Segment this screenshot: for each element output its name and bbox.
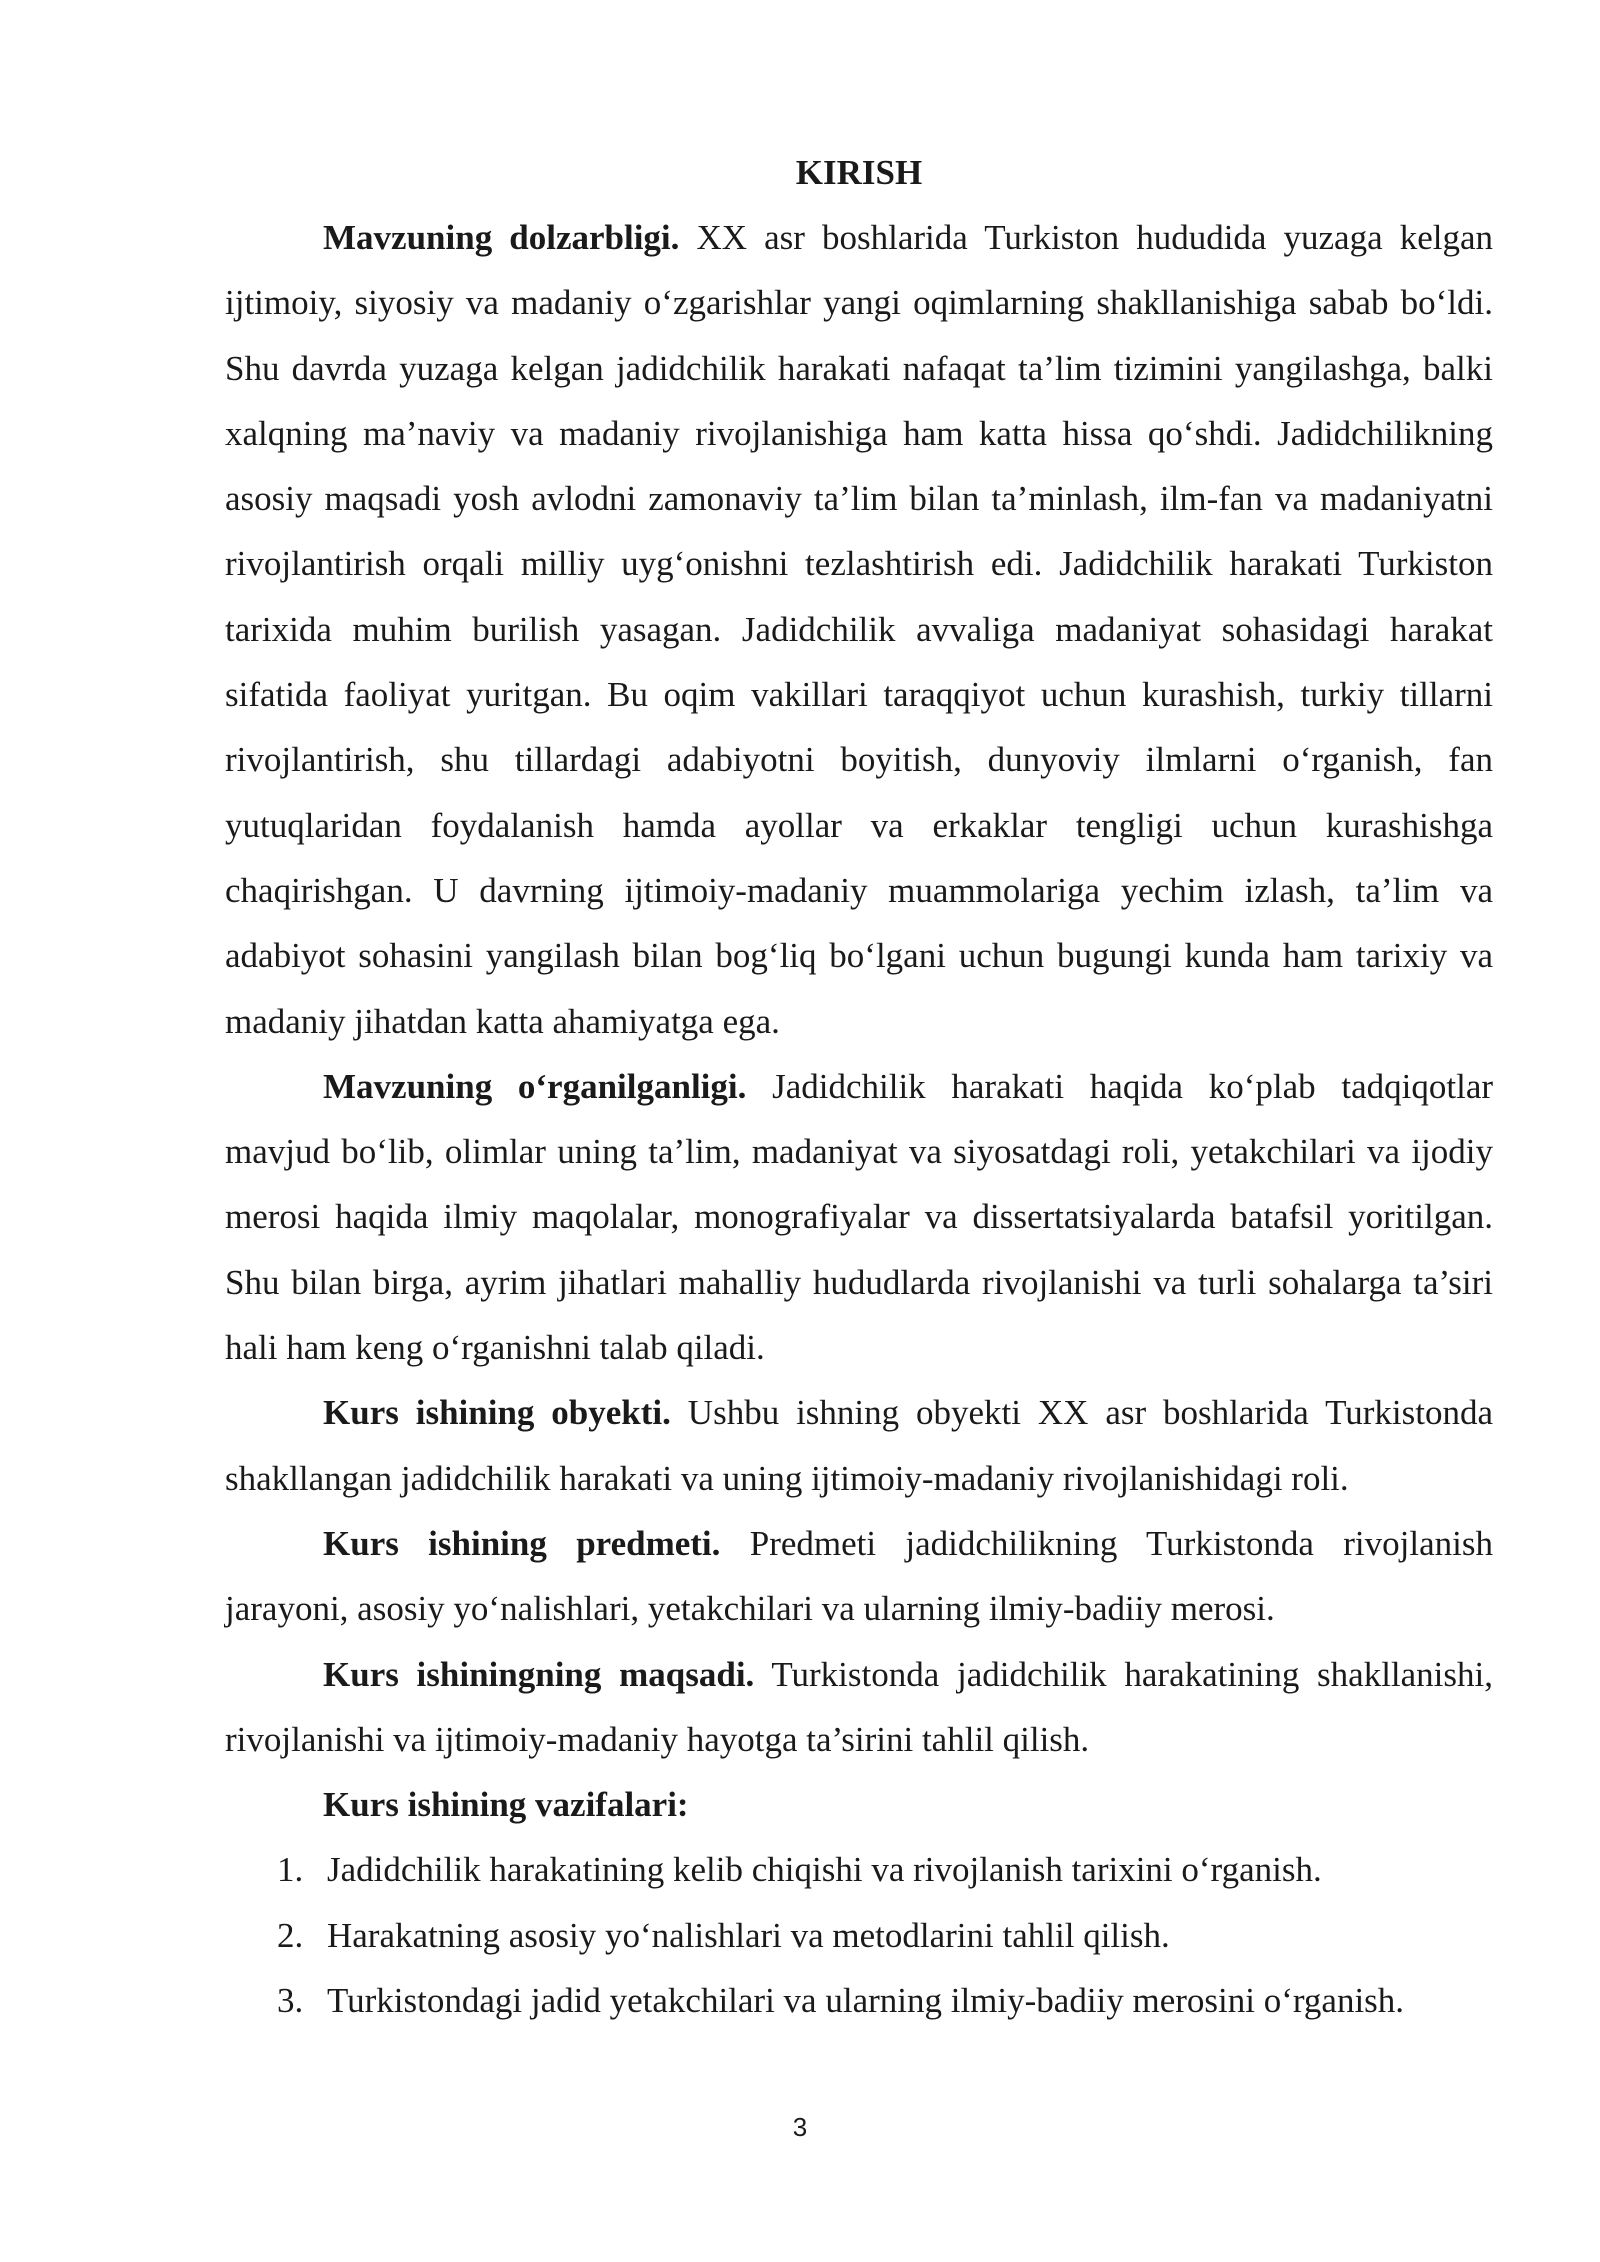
page-number: 3 [792, 2112, 808, 2142]
paragraph-goal [225, 1642, 1493, 1773]
list-item-text: Turkistondagi jadid yetakchilari va ularning ilmiy-badiiy merosini o‘rganish. [327, 1981, 1405, 2021]
paragraph-object [225, 1380, 1493, 1511]
document-title: KIRISH [795, 153, 923, 192]
paragraph-lead: Mavzuning dolzarbligi. [323, 218, 680, 257]
paragraph-text: Jadidchilik harakati haqida ko‘plab tadqiqotlar mavjud bo‘lib, olimlar uning ta’lim, madaniyat va siyosatdagi roli, yetakchilari va ijodiy merosi haqida ilmiy maqolalar, monografiyalar va dissertatsiyalarda batafsil yoritilgan. Shu bilan birga, ayrim jihatlari mahalliy hududlarda rivojlanishi va turli sohalarga ta’siri hali ham keng o‘rganishni talab qiladi. [225, 1066, 1494, 1368]
list-item [225, 1968, 1493, 2033]
paragraph-lead: Kurs ishining obyekti. [323, 1393, 671, 1433]
list-item [225, 1903, 1493, 1968]
paragraph-lead: Kurs ishining predmeti. [323, 1523, 721, 1563]
paragraph-text: Predmeti jadidchilikning Turkistonda rivojlanish jarayoni, asosiy yo‘nalishlari, yetakchilari va ularning ilmiy-badiiy merosi. [225, 1523, 1493, 1629]
paragraph-relevance [225, 205, 1493, 1054]
paragraph-lead: Mavzuning o‘rganilganligi. [323, 1066, 747, 1106]
list-item-number: 3. [277, 1981, 304, 2021]
list-item-text: Harakatning asosiy yo‘nalishlari va metodlarini tahlil qilish. [327, 1915, 1170, 1955]
paragraph-text: Turkistonda jadidchilik harakatining shakllanishi, rivojlanishi va ijtimoiy-madaniy hayotga ta’sirini tahlil qilish. [225, 1654, 1493, 1759]
tasks-list [225, 1837, 1493, 2033]
paragraph-text: Ushbu ishning obyekti XX asr boshlarida Turkistonda shakllangan jadidchilik harakati va uning ijtimoiy-madaniy rivojlanishidagi roli. [225, 1393, 1493, 1498]
paragraph-subject [225, 1511, 1493, 1642]
document-page [225, 140, 1493, 2033]
paragraph-lead: Kurs ishiningning maqsadi. [323, 1654, 755, 1694]
list-item-number: 2. [277, 1915, 304, 1955]
tasks-heading: Kurs ishining vazifalari: [323, 1785, 689, 1825]
list-item-text: Jadidchilik harakatining kelib chiqishi va rivojlanish tarixini o‘rganish. [327, 1850, 1322, 1890]
paragraph-text: XX asr boshlarida Turkiston hududida yuzaga kelgan ijtimoiy, siyosiy va madaniy o‘zgarishlar yangi oqimlarning shakllanishiga sabab bo‘ldi. Shu davrda yuzaga kelgan jadidchilik harakati nafaqat ta’lim tizimini yangilashga, balki xalqning ma’naviy va madaniy rivojlanishiga ham katta hissa qo‘shdi. Jadidchilikning asosiy maqsadi yosh avlodni zamonaviy ta’lim bilan ta’minlash, ilm-fan va madaniyatni rivojlantirish orqali milliy uyg‘onishni tezlashtirish edi. Jadidchilik harakati Turkiston tarixida muhim burilish yasagan. Jadidchilik avvaliga madaniyat sohasidagi harakat sifatida faoliyat yuritgan. Bu oqim vakillari taraqqiyot uchun kurashish, turkiy tillarni rivojlantirish, shu tillardagi adabiyotni boyitish, dunyoviy ilmlarni o‘rganish, fan yutuqlaridan foydalanish hamda ayollar va erkaklar tengligi uchun kurashishga chaqirishgan. U davrning ijtimoiy-madaniy muammolariga yechim izlash, ta’lim va adabiyot sohasini yangilash bilan bog‘liq bo‘lgani uchun bugungi kunda ham tarixiy va madaniy jihatdan katta ahamiyatga ega. [225, 218, 1493, 1041]
paragraph-study-degree [225, 1054, 1493, 1380]
list-item [225, 1837, 1493, 1902]
list-item-number: 1. [277, 1850, 304, 1890]
